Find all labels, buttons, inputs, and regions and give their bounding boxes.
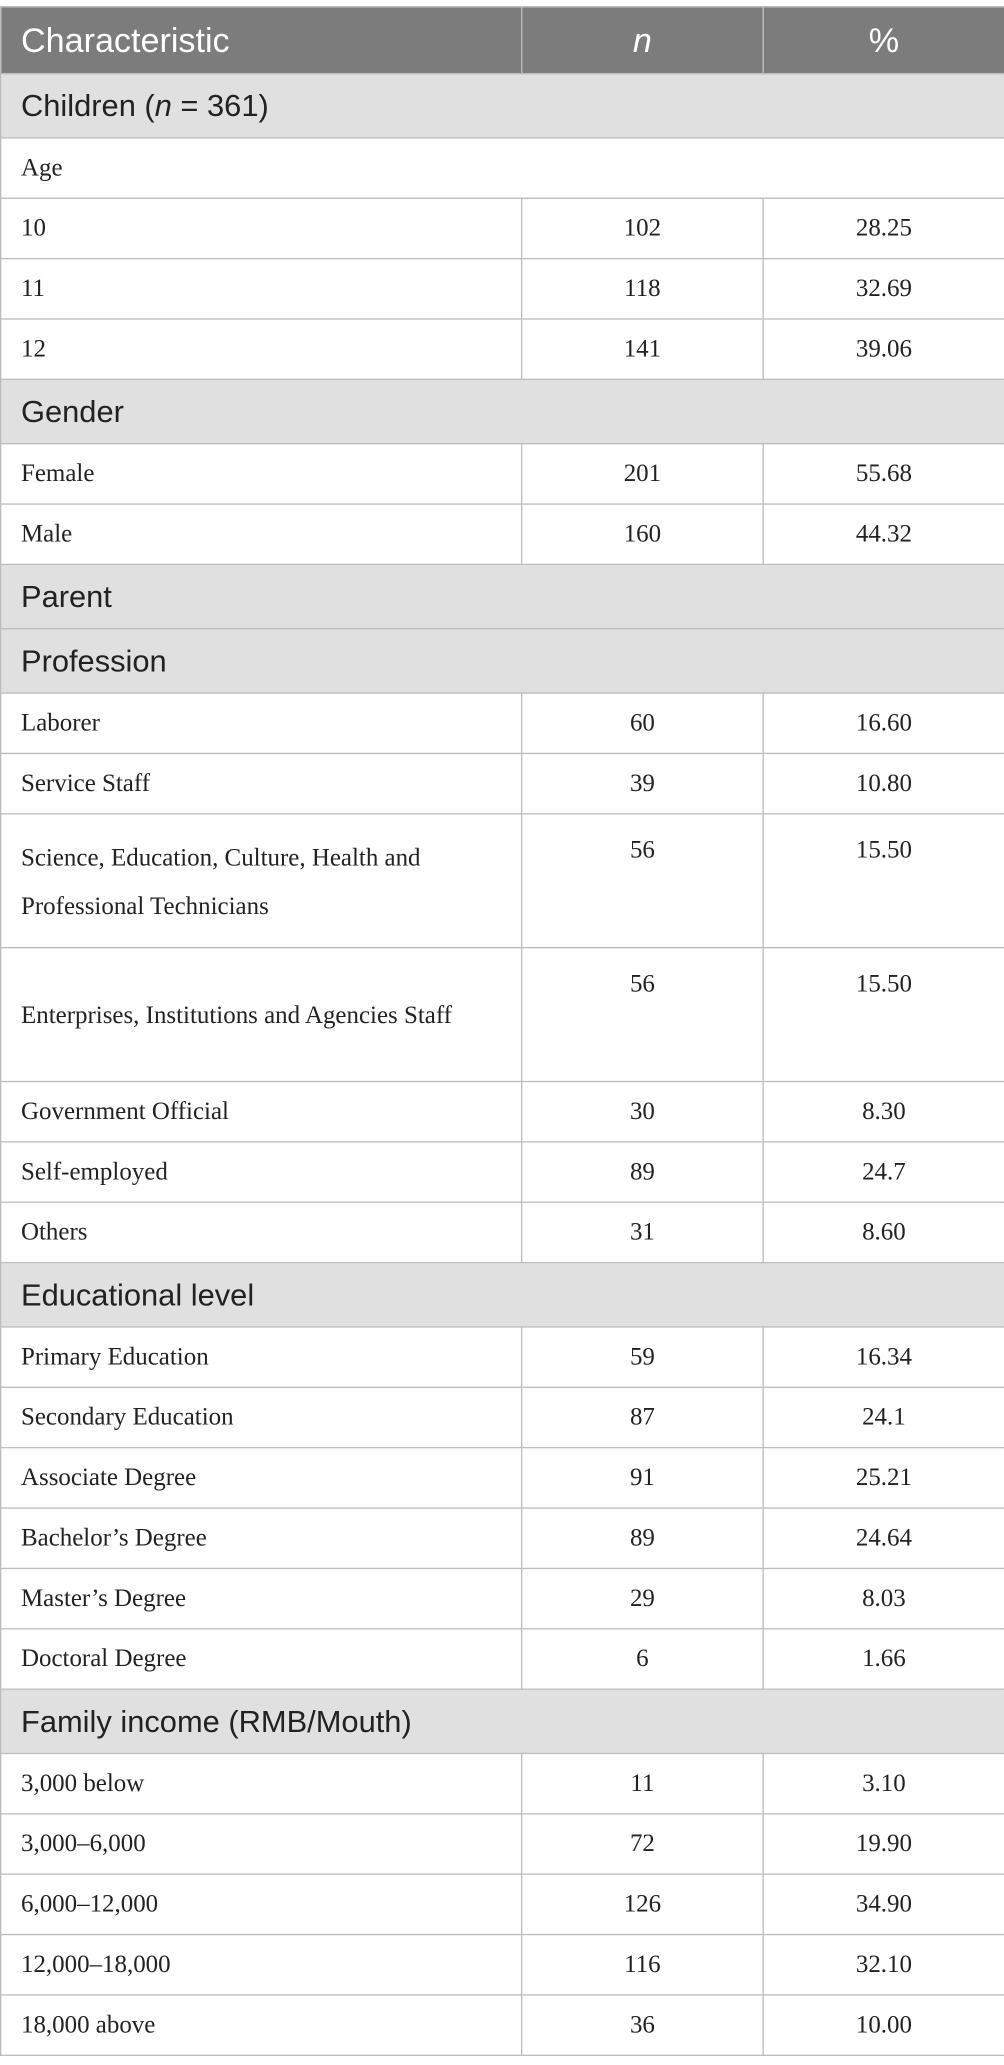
section-row bbox=[1, 74, 1004, 138]
table-row bbox=[1, 1082, 1004, 1142]
row-percent: 32.69 bbox=[763, 259, 1004, 319]
row-label: 3,000 below bbox=[1, 1753, 522, 1813]
row-percent: 19.90 bbox=[763, 1814, 1004, 1874]
row-percent: 8.30 bbox=[763, 1082, 1004, 1142]
row-label: Secondary Education bbox=[1, 1387, 522, 1447]
table-row bbox=[1, 1142, 1004, 1202]
section-row bbox=[1, 564, 1004, 628]
row-label: Service Staff bbox=[1, 753, 522, 813]
row-n: 116 bbox=[522, 1935, 763, 1995]
row-label: Male bbox=[1, 504, 522, 564]
section-row bbox=[1, 379, 1004, 443]
row-n: 31 bbox=[522, 1202, 763, 1262]
section-label-text: Profession bbox=[20, 643, 167, 678]
row-percent: 24.64 bbox=[763, 1508, 1004, 1568]
row-percent: 34.90 bbox=[763, 1874, 1004, 1934]
row-percent: 55.68 bbox=[763, 444, 1004, 504]
row-percent: 15.50 bbox=[763, 814, 1004, 948]
row-n: 141 bbox=[522, 319, 763, 379]
row-percent: 24.1 bbox=[763, 1387, 1004, 1447]
row-n: 89 bbox=[522, 1508, 763, 1568]
row-n: 11 bbox=[522, 1753, 763, 1813]
row-n: 60 bbox=[522, 693, 763, 753]
row-n: 56 bbox=[522, 948, 763, 1082]
section-label bbox=[1, 1689, 1004, 1753]
row-percent: 8.03 bbox=[763, 1568, 1004, 1628]
table-row bbox=[1, 1753, 1004, 1813]
row-label: 12 bbox=[1, 319, 522, 379]
section-label-suffix: = 361) bbox=[171, 88, 269, 123]
row-n: 118 bbox=[522, 259, 763, 319]
table-row bbox=[1, 1568, 1004, 1628]
header-characteristic: Characteristic bbox=[1, 7, 522, 74]
table-row bbox=[1, 1995, 1004, 2055]
table-row bbox=[1, 444, 1004, 504]
row-label: 3,000–6,000 bbox=[1, 1814, 522, 1874]
row-n: 72 bbox=[522, 1814, 763, 1874]
section-label bbox=[1, 629, 1004, 693]
row-label: Master’s Degree bbox=[1, 1568, 522, 1628]
row-n: 102 bbox=[522, 198, 763, 258]
header-row bbox=[1, 7, 1004, 74]
row-n: 91 bbox=[522, 1448, 763, 1508]
table-row bbox=[1, 1448, 1004, 1508]
row-percent: 3.10 bbox=[763, 1753, 1004, 1813]
section-label-text: Educational level bbox=[20, 1277, 255, 1312]
row-n: 160 bbox=[522, 504, 763, 564]
header-percent: % bbox=[763, 7, 1004, 74]
row-label: 10 bbox=[1, 198, 522, 258]
row-percent: 16.60 bbox=[763, 693, 1004, 753]
row-label: 12,000–18,000 bbox=[1, 1935, 522, 1995]
table-row bbox=[1, 1202, 1004, 1262]
row-label: Associate Degree bbox=[1, 1448, 522, 1508]
section-label-text: Children ( bbox=[20, 88, 155, 123]
row-n: 36 bbox=[522, 1995, 763, 2055]
row-label: Bachelor’s Degree bbox=[1, 1508, 522, 1568]
row-label: 18,000 above bbox=[1, 1995, 522, 2055]
row-percent: 28.25 bbox=[763, 198, 1004, 258]
section-row bbox=[1, 629, 1004, 693]
row-percent: 44.32 bbox=[763, 504, 1004, 564]
row-percent: 39.06 bbox=[763, 319, 1004, 379]
row-n: 89 bbox=[522, 1142, 763, 1202]
row-n: 59 bbox=[522, 1327, 763, 1387]
row-label: Doctoral Degree bbox=[1, 1629, 522, 1689]
row-percent: 10.00 bbox=[763, 1995, 1004, 2055]
table-row bbox=[1, 814, 1004, 948]
row-label: Enterprises, Institutions and Agencies Staff bbox=[1, 948, 522, 1082]
table-row bbox=[1, 693, 1004, 753]
table-row bbox=[1, 1327, 1004, 1387]
row-percent: 24.7 bbox=[763, 1142, 1004, 1202]
table-row bbox=[1, 1629, 1004, 1689]
section-label-text: Family income (RMB/Mouth) bbox=[20, 1703, 412, 1738]
section-label bbox=[1, 379, 1004, 443]
row-percent: 32.10 bbox=[763, 1935, 1004, 1995]
row-label: Female bbox=[1, 444, 522, 504]
table-row bbox=[1, 1508, 1004, 1568]
row-n: 6 bbox=[522, 1629, 763, 1689]
section-label bbox=[1, 564, 1004, 628]
subheading-row bbox=[1, 138, 1004, 198]
row-n: 87 bbox=[522, 1387, 763, 1447]
table-row bbox=[1, 753, 1004, 813]
row-label: Laborer bbox=[1, 693, 522, 753]
row-percent: 16.34 bbox=[763, 1327, 1004, 1387]
table-body bbox=[1, 74, 1004, 2056]
table-row bbox=[1, 1814, 1004, 1874]
row-n: 201 bbox=[522, 444, 763, 504]
row-percent: 10.80 bbox=[763, 753, 1004, 813]
row-label: Self-employed bbox=[1, 1142, 522, 1202]
row-percent: 8.60 bbox=[763, 1202, 1004, 1262]
header-n: n bbox=[522, 7, 763, 74]
section-row bbox=[1, 1689, 1004, 1753]
table-row bbox=[1, 259, 1004, 319]
row-n: 56 bbox=[522, 814, 763, 948]
row-n: 30 bbox=[522, 1082, 763, 1142]
row-label: Primary Education bbox=[1, 1327, 522, 1387]
row-n: 39 bbox=[522, 753, 763, 813]
table-row bbox=[1, 1387, 1004, 1447]
row-label: Science, Education, Culture, Health and Professional Technicians bbox=[1, 814, 522, 948]
row-percent: 25.21 bbox=[763, 1448, 1004, 1508]
section-label-italic: n bbox=[154, 88, 172, 123]
table-row bbox=[1, 198, 1004, 258]
row-n: 126 bbox=[522, 1874, 763, 1934]
section-row bbox=[1, 1263, 1004, 1327]
row-percent: 1.66 bbox=[763, 1629, 1004, 1689]
demographics-table bbox=[0, 6, 1004, 2056]
table-row bbox=[1, 1935, 1004, 1995]
table-row bbox=[1, 1874, 1004, 1934]
section-label-text: Gender bbox=[20, 393, 124, 428]
row-label: 11 bbox=[1, 259, 522, 319]
subheading-label: Age bbox=[1, 138, 1004, 198]
row-label: Others bbox=[1, 1202, 522, 1262]
section-label bbox=[1, 1263, 1004, 1327]
row-label: Government Official bbox=[1, 1082, 522, 1142]
row-n: 29 bbox=[522, 1568, 763, 1628]
row-percent: 15.50 bbox=[763, 948, 1004, 1082]
row-label: 6,000–12,000 bbox=[1, 1874, 522, 1934]
section-label-text: Parent bbox=[20, 578, 112, 613]
section-label bbox=[1, 74, 1004, 138]
table-row bbox=[1, 319, 1004, 379]
table-row bbox=[1, 504, 1004, 564]
table-row bbox=[1, 948, 1004, 1082]
